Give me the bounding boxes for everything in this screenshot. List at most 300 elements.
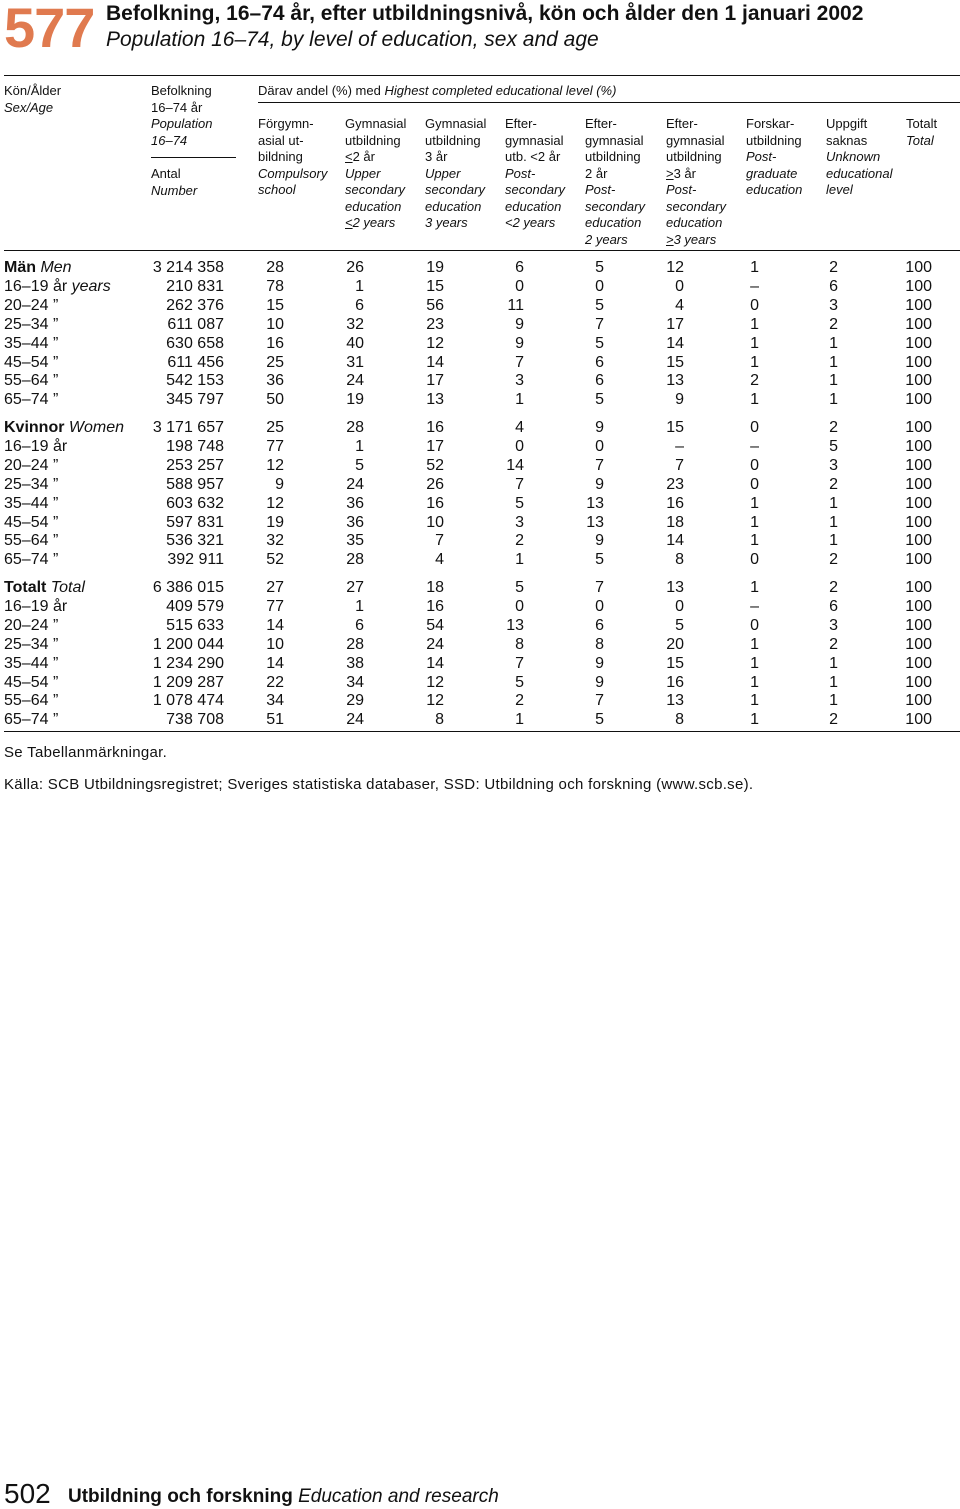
row-label: 45–54 ” — [4, 513, 59, 531]
cell-population: 198 748 — [166, 437, 224, 455]
cell-population: 1 209 287 — [152, 673, 224, 691]
table-row — [0, 418, 960, 437]
cell-post-sec-lt2y: 3 — [515, 372, 524, 390]
cell-compulsory: 50 — [266, 391, 284, 409]
cell-post-sec-2y: 9 — [595, 532, 604, 550]
cell-upper-sec-3y: 14 — [426, 353, 444, 371]
cell-postgraduate: 1 — [750, 353, 759, 371]
cell-total: 100 — [905, 353, 932, 371]
cell-upper-sec-2y: 24 — [346, 475, 364, 493]
cell-total: 100 — [905, 315, 932, 333]
table-row — [0, 673, 960, 692]
cell-population: 253 257 — [166, 456, 224, 474]
cell-post-sec-lt2y: 0 — [515, 597, 524, 615]
cell-upper-sec-2y: 26 — [346, 259, 364, 276]
cell-postgraduate: 1 — [750, 334, 759, 352]
cell-upper-sec-2y: 35 — [346, 532, 364, 550]
cell-postgraduate: 0 — [750, 616, 759, 634]
table-row — [0, 531, 960, 550]
cell-post-sec-3y: 14 — [666, 532, 684, 550]
cell-upper-sec-3y: 8 — [435, 711, 444, 729]
cell-total: 100 — [905, 513, 932, 531]
col-upper-secondary-2y-header: Gymnasial utbildning <2 år Upper secondary education <2 years — [345, 116, 407, 230]
cell-postgraduate: 0 — [750, 551, 759, 569]
cell-post-sec-3y: 8 — [675, 551, 684, 569]
source-note: Källa: SCB Utbildningsregistret; Sveriges statistiska databaser, SSD: Utbildning och forskning (www.scb.se). — [4, 776, 754, 793]
number-header: Antal Number — [151, 166, 198, 198]
cell-population: 345 797 — [166, 391, 224, 409]
cell-unknown: 3 — [829, 616, 838, 634]
cell-post-sec-3y: 7 — [675, 456, 684, 474]
cell-upper-sec-3y: 4 — [435, 551, 444, 569]
cell-post-sec-lt2y: 0 — [515, 437, 524, 455]
cell-population: 630 658 — [166, 334, 224, 352]
cell-population: 738 708 — [166, 711, 224, 729]
cell-upper-sec-2y: 31 — [346, 353, 364, 371]
cell-post-sec-lt2y: 5 — [515, 673, 524, 691]
cell-unknown: 1 — [829, 654, 838, 672]
cell-upper-sec-3y: 26 — [426, 475, 444, 493]
table-row — [0, 315, 960, 334]
cell-upper-sec-3y: 18 — [426, 579, 444, 596]
cell-post-sec-lt2y: 7 — [515, 654, 524, 672]
cell-population: 392 911 — [167, 551, 224, 569]
cell-total: 100 — [905, 532, 932, 550]
table-row — [0, 550, 960, 569]
cell-upper-sec-2y: 36 — [346, 494, 364, 512]
cell-total: 100 — [905, 673, 932, 691]
cell-upper-sec-2y: 6 — [355, 296, 364, 314]
cell-unknown: 2 — [829, 259, 838, 276]
cell-post-sec-3y: 13 — [666, 579, 684, 596]
cell-post-sec-3y: 17 — [666, 315, 684, 333]
cell-population: 597 831 — [166, 513, 224, 531]
cell-post-sec-lt2y: 5 — [515, 494, 524, 512]
table-row — [0, 494, 960, 513]
cell-compulsory: 52 — [266, 551, 284, 569]
cell-post-sec-2y: 5 — [595, 711, 604, 729]
cell-postgraduate: – — [750, 597, 759, 615]
cell-compulsory: 10 — [266, 315, 284, 333]
row-label: 35–44 ” — [4, 654, 59, 672]
table-row — [0, 456, 960, 475]
cell-upper-sec-2y: 24 — [346, 711, 364, 729]
cell-post-sec-3y: 9 — [675, 391, 684, 409]
cell-postgraduate: 1 — [750, 673, 759, 691]
cell-upper-sec-2y: 27 — [346, 579, 364, 596]
cell-upper-sec-2y: 28 — [346, 635, 364, 653]
cell-total: 100 — [905, 711, 932, 729]
cell-post-sec-2y: 13 — [586, 513, 604, 531]
col-total-header: Totalt Total — [906, 116, 938, 148]
cell-unknown: 2 — [829, 475, 838, 493]
cell-compulsory: 32 — [266, 532, 284, 550]
cell-post-sec-2y: 7 — [595, 456, 604, 474]
cell-compulsory: 51 — [266, 711, 284, 729]
cell-unknown: 1 — [829, 391, 838, 409]
cell-total: 100 — [905, 334, 932, 352]
cell-post-sec-3y: 0 — [675, 277, 684, 295]
cell-compulsory: 36 — [266, 372, 284, 390]
cell-postgraduate: 1 — [750, 711, 759, 729]
cell-total: 100 — [905, 551, 932, 569]
row-label: 65–74 ” — [4, 391, 59, 409]
cell-upper-sec-3y: 24 — [426, 635, 444, 653]
table-row — [0, 616, 960, 635]
cell-post-sec-3y: 8 — [675, 711, 684, 729]
cell-postgraduate: 0 — [750, 296, 759, 314]
cell-post-sec-3y: 5 — [675, 616, 684, 634]
cell-unknown: 2 — [829, 419, 838, 436]
cell-upper-sec-3y: 19 — [426, 259, 444, 276]
cell-post-sec-2y: 6 — [595, 616, 604, 634]
cell-post-sec-2y: 8 — [595, 635, 604, 653]
cell-post-sec-2y: 7 — [595, 315, 604, 333]
cell-post-sec-3y: 14 — [666, 334, 684, 352]
row-label: 20–24 ” — [4, 616, 59, 634]
cell-total: 100 — [905, 654, 932, 672]
cell-post-sec-lt2y: 11 — [507, 296, 524, 314]
cell-total: 100 — [905, 259, 932, 276]
cell-upper-sec-3y: 54 — [426, 616, 444, 634]
row-label: Kvinnor Women — [4, 419, 125, 436]
header-bottom-rule — [4, 250, 960, 251]
population-header: Befolkning 16–74 år Population 16–74 — [151, 83, 213, 148]
cell-post-sec-lt2y: 1 — [515, 711, 524, 729]
cell-post-sec-3y: 15 — [666, 353, 684, 371]
share-span-rule — [258, 102, 960, 103]
cell-upper-sec-3y: 7 — [435, 532, 444, 550]
row-label: 25–34 ” — [4, 315, 59, 333]
cell-total: 100 — [905, 456, 932, 474]
cell-upper-sec-3y: 12 — [426, 334, 444, 352]
row-label: 25–34 ” — [4, 475, 59, 493]
row-label: 65–74 ” — [4, 551, 59, 569]
table-row — [0, 578, 960, 597]
cell-post-sec-2y: 6 — [595, 372, 604, 390]
cell-total: 100 — [905, 475, 932, 493]
cell-upper-sec-2y: 6 — [355, 616, 364, 634]
title-swedish: Befolkning, 16–74 år, efter utbildningsnivå, kön och ålder den 1 januari 2002 — [106, 2, 864, 25]
share-header: Därav andel (%) med Highest completed educational level (%) — [258, 83, 617, 98]
cell-unknown: 6 — [829, 277, 838, 295]
table-row — [0, 390, 960, 409]
cell-postgraduate: 1 — [750, 315, 759, 333]
cell-total: 100 — [905, 419, 932, 436]
cell-compulsory: 77 — [266, 597, 284, 615]
cell-postgraduate: 0 — [750, 456, 759, 474]
col-compulsory-header: Förgymn- asial ut- bildning Compulsory school — [258, 116, 328, 197]
cell-post-sec-lt2y: 14 — [506, 456, 524, 474]
cell-upper-sec-2y: 19 — [346, 391, 364, 409]
cell-post-sec-lt2y: 4 — [515, 419, 524, 436]
cell-post-sec-3y: 16 — [666, 494, 684, 512]
cell-upper-sec-3y: 56 — [426, 296, 444, 314]
cell-post-sec-2y: 0 — [595, 277, 604, 295]
cell-total: 100 — [905, 579, 932, 596]
table-row — [0, 296, 960, 315]
cell-compulsory: 77 — [266, 437, 284, 455]
cell-compulsory: 19 — [266, 513, 284, 531]
col-unknown-header: Uppgift saknas Unknown educational level — [826, 116, 893, 197]
cell-post-sec-3y: 18 — [666, 513, 684, 531]
cell-postgraduate: 1 — [750, 259, 759, 276]
cell-postgraduate: 1 — [750, 391, 759, 409]
cell-compulsory: 14 — [266, 654, 284, 672]
cell-compulsory: 14 — [266, 616, 284, 634]
cell-population: 262 376 — [166, 296, 224, 314]
cell-post-sec-3y: 13 — [666, 692, 684, 710]
cell-total: 100 — [905, 635, 932, 653]
cell-upper-sec-3y: 14 — [426, 654, 444, 672]
row-label: 55–64 ” — [4, 692, 59, 710]
cell-post-sec-2y: 5 — [595, 334, 604, 352]
col-post-secondary-lt2y-header: Efter- gymnasial utb. <2 år Post- secondary education <2 years — [505, 116, 565, 230]
cell-post-sec-lt2y: 1 — [515, 551, 524, 569]
cell-upper-sec-2y: 40 — [346, 334, 364, 352]
table-row — [0, 513, 960, 532]
cell-unknown: 1 — [829, 692, 838, 710]
cell-post-sec-2y: 6 — [595, 353, 604, 371]
cell-compulsory: 34 — [266, 692, 284, 710]
cell-upper-sec-2y: 28 — [346, 551, 364, 569]
cell-upper-sec-2y: 5 — [355, 456, 364, 474]
table-row — [0, 710, 960, 729]
cell-compulsory: 9 — [275, 475, 284, 493]
cell-compulsory: 25 — [266, 353, 284, 371]
cell-post-sec-lt2y: 3 — [515, 513, 524, 531]
cell-population: 6 386 015 — [152, 579, 224, 596]
cell-upper-sec-2y: 38 — [346, 654, 364, 672]
row-label: 35–44 ” — [4, 494, 59, 512]
row-label: 16–19 år years — [4, 277, 111, 295]
sex-age-header: Kön/Ålder Sex/Age — [4, 83, 62, 115]
cell-total: 100 — [905, 597, 932, 615]
cell-postgraduate: 2 — [750, 372, 759, 390]
footer-section: Utbildning och forskning Education and research — [68, 1486, 499, 1507]
cell-post-sec-2y: 9 — [595, 419, 604, 436]
cell-postgraduate: 0 — [750, 475, 759, 493]
table-bottom-rule — [4, 731, 960, 732]
cell-total: 100 — [905, 692, 932, 710]
table-row — [0, 597, 960, 616]
cell-post-sec-lt2y: 9 — [515, 334, 524, 352]
cell-post-sec-lt2y: 5 — [515, 579, 524, 596]
cell-compulsory: 15 — [266, 296, 284, 314]
cell-post-sec-2y: 9 — [595, 475, 604, 493]
cell-unknown: 3 — [829, 456, 838, 474]
cell-unknown: 1 — [829, 494, 838, 512]
cell-upper-sec-2y: 32 — [346, 315, 364, 333]
cell-post-sec-lt2y: 1 — [515, 391, 524, 409]
cell-postgraduate: 1 — [750, 513, 759, 531]
cell-post-sec-3y: 12 — [666, 259, 684, 276]
cell-compulsory: 78 — [266, 277, 284, 295]
cell-post-sec-lt2y: 7 — [515, 353, 524, 371]
cell-unknown: 6 — [829, 597, 838, 615]
cell-post-sec-3y: – — [675, 437, 684, 455]
cell-population: 603 632 — [166, 494, 224, 512]
cell-population: 1 078 474 — [152, 692, 224, 710]
cell-unknown: 1 — [829, 334, 838, 352]
cell-population: 3 214 358 — [152, 259, 224, 276]
cell-unknown: 3 — [829, 296, 838, 314]
cell-upper-sec-3y: 17 — [426, 437, 444, 455]
row-label: 20–24 ” — [4, 456, 59, 474]
cell-upper-sec-2y: 1 — [355, 437, 364, 455]
cell-post-sec-2y: 5 — [595, 551, 604, 569]
cell-postgraduate: 1 — [750, 635, 759, 653]
table-row — [0, 277, 960, 296]
cell-compulsory: 12 — [266, 494, 284, 512]
cell-postgraduate: 1 — [750, 654, 759, 672]
cell-population: 611 456 — [167, 353, 224, 371]
population-split-rule — [151, 157, 236, 158]
table-row — [0, 635, 960, 654]
cell-unknown: 2 — [829, 711, 838, 729]
table-row — [0, 654, 960, 673]
cell-total: 100 — [905, 372, 932, 390]
table-row — [0, 691, 960, 710]
table-row — [0, 475, 960, 494]
cell-upper-sec-3y: 13 — [426, 391, 444, 409]
table-number: 577 — [4, 0, 95, 59]
cell-post-sec-lt2y: 9 — [515, 315, 524, 333]
cell-upper-sec-3y: 16 — [426, 419, 444, 436]
cell-unknown: 5 — [829, 437, 838, 455]
cell-total: 100 — [905, 391, 932, 409]
row-label: 45–54 ” — [4, 353, 59, 371]
cell-post-sec-2y: 13 — [586, 494, 604, 512]
cell-post-sec-2y: 9 — [595, 654, 604, 672]
cell-population: 542 153 — [166, 372, 224, 390]
cell-upper-sec-3y: 17 — [426, 372, 444, 390]
table-row — [0, 371, 960, 390]
cell-postgraduate: – — [750, 277, 759, 295]
row-label: 16–19 år — [4, 437, 68, 455]
cell-total: 100 — [905, 296, 932, 314]
cell-unknown: 2 — [829, 579, 838, 596]
cell-upper-sec-2y: 36 — [346, 513, 364, 531]
cell-upper-sec-3y: 16 — [426, 494, 444, 512]
cell-compulsory: 16 — [266, 334, 284, 352]
header-top-rule — [4, 75, 960, 76]
cell-population: 1 200 044 — [152, 635, 224, 653]
cell-population: 611 087 — [167, 315, 224, 333]
row-label: 25–34 ” — [4, 635, 59, 653]
cell-population: 210 831 — [166, 277, 224, 295]
cell-post-sec-3y: 0 — [675, 597, 684, 615]
cell-post-sec-3y: 23 — [666, 475, 684, 493]
cell-unknown: 2 — [829, 635, 838, 653]
cell-post-sec-lt2y: 2 — [515, 532, 524, 550]
see-notes: Se Tabellanmärkningar. — [4, 744, 168, 761]
cell-upper-sec-2y: 1 — [355, 597, 364, 615]
row-label: Män Men — [4, 259, 72, 276]
cell-post-sec-3y: 16 — [666, 673, 684, 691]
cell-upper-sec-3y: 12 — [426, 692, 444, 710]
cell-post-sec-2y: 0 — [595, 597, 604, 615]
cell-postgraduate: 1 — [750, 494, 759, 512]
title-english: Population 16–74, by level of education, sex and age — [106, 28, 599, 51]
cell-unknown: 1 — [829, 353, 838, 371]
cell-compulsory: 22 — [266, 673, 284, 691]
cell-upper-sec-3y: 23 — [426, 315, 444, 333]
row-label: 55–64 ” — [4, 532, 59, 550]
cell-upper-sec-3y: 10 — [426, 513, 444, 531]
cell-total: 100 — [905, 494, 932, 512]
cell-upper-sec-2y: 24 — [346, 372, 364, 390]
cell-unknown: 2 — [829, 551, 838, 569]
cell-post-sec-3y: 15 — [666, 654, 684, 672]
cell-compulsory: 27 — [266, 579, 284, 596]
cell-population: 409 579 — [166, 597, 224, 615]
cell-post-sec-lt2y: 0 — [515, 277, 524, 295]
cell-unknown: 1 — [829, 513, 838, 531]
cell-upper-sec-3y: 16 — [426, 597, 444, 615]
cell-post-sec-3y: 15 — [666, 419, 684, 436]
row-label: 35–44 ” — [4, 334, 59, 352]
cell-compulsory: 28 — [266, 259, 284, 276]
cell-post-sec-3y: 20 — [666, 635, 684, 653]
cell-population: 515 633 — [166, 616, 224, 634]
cell-post-sec-2y: 5 — [595, 391, 604, 409]
cell-post-sec-3y: 13 — [666, 372, 684, 390]
cell-postgraduate: 1 — [750, 532, 759, 550]
cell-post-sec-2y: 5 — [595, 296, 604, 314]
cell-postgraduate: – — [750, 437, 759, 455]
cell-population: 1 234 290 — [152, 654, 224, 672]
cell-upper-sec-2y: 1 — [355, 277, 364, 295]
col-upper-secondary-3y-header: Gymnasial utbildning 3 år Upper secondary education 3 years — [425, 116, 487, 230]
cell-upper-sec-3y: 12 — [426, 673, 444, 691]
cell-total: 100 — [905, 616, 932, 634]
row-label: 20–24 ” — [4, 296, 59, 314]
row-label: 16–19 år — [4, 597, 68, 615]
row-label: 55–64 ” — [4, 372, 59, 390]
table-row — [0, 334, 960, 353]
cell-population: 588 957 — [166, 475, 224, 493]
cell-population: 3 171 657 — [152, 419, 224, 436]
cell-post-sec-2y: 9 — [595, 673, 604, 691]
cell-post-sec-2y: 5 — [595, 259, 604, 276]
cell-post-sec-lt2y: 2 — [515, 692, 524, 710]
cell-post-sec-lt2y: 6 — [515, 259, 524, 276]
cell-post-sec-2y: 7 — [595, 692, 604, 710]
cell-post-sec-3y: 4 — [675, 296, 684, 314]
cell-compulsory: 12 — [266, 456, 284, 474]
cell-unknown: 2 — [829, 315, 838, 333]
cell-total: 100 — [905, 437, 932, 455]
cell-population: 536 321 — [166, 532, 224, 550]
table-row — [0, 353, 960, 372]
cell-post-sec-lt2y: 8 — [515, 635, 524, 653]
footer-page-number: 502 — [4, 1478, 51, 1509]
cell-compulsory: 10 — [266, 635, 284, 653]
row-label: 45–54 ” — [4, 673, 59, 691]
cell-post-sec-2y: 7 — [595, 579, 604, 596]
cell-post-sec-lt2y: 7 — [515, 475, 524, 493]
cell-postgraduate: 1 — [750, 579, 759, 596]
table-row — [0, 258, 960, 277]
cell-postgraduate: 1 — [750, 692, 759, 710]
cell-unknown: 1 — [829, 532, 838, 550]
cell-compulsory: 25 — [266, 419, 284, 436]
cell-upper-sec-3y: 52 — [426, 456, 444, 474]
col-postgraduate-header: Forskar- utbildning Post- graduate education — [746, 116, 803, 197]
cell-total: 100 — [905, 277, 932, 295]
cell-postgraduate: 0 — [750, 419, 759, 436]
